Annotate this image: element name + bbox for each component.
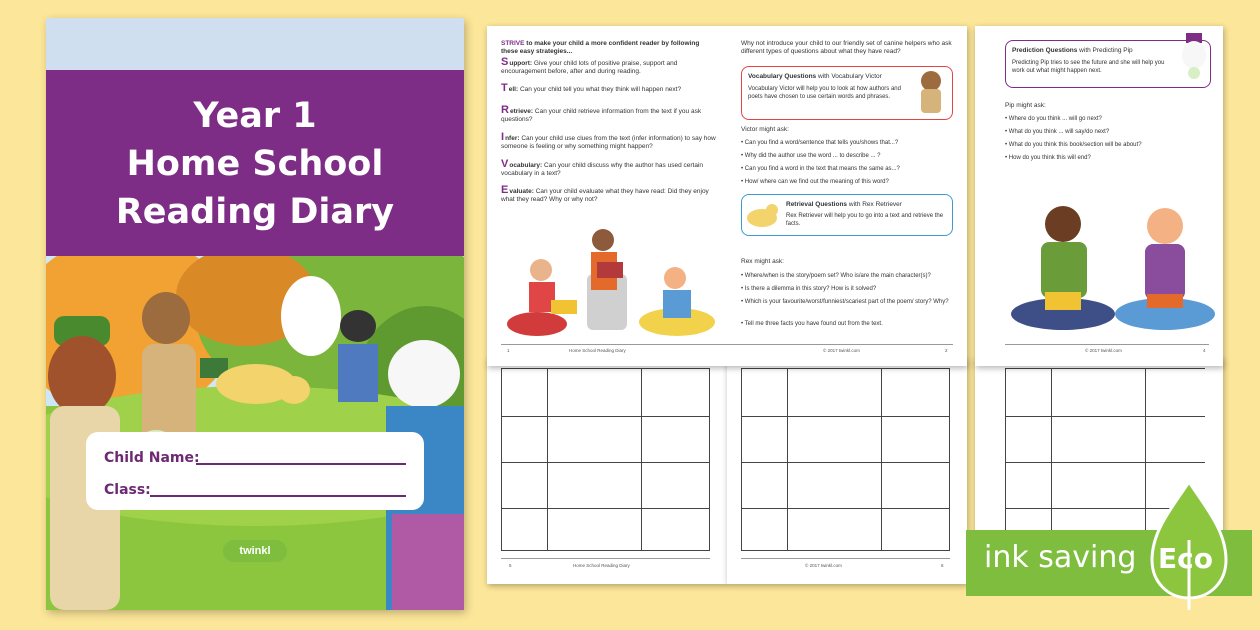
- victor-question-3: • Can you find a word in the text that means the same as...?: [741, 166, 900, 172]
- strategy-support: Support: Give your child lots of positive praise, support and encouragement before, after and during reading.: [501, 56, 678, 76]
- rex-ask: Rex might ask:: [741, 258, 784, 265]
- vocabulary-victor-icon: [914, 69, 948, 115]
- child-name-label: Child Name:: [104, 450, 200, 466]
- retrieval-rex-box: [741, 194, 953, 236]
- vocabulary-body: Vocabulary Victor will help you to look at how authors and poets have chosen to use certain words and phrases.: [748, 86, 901, 100]
- pip-question-1: • Where do you think ... will go next?: [1005, 116, 1102, 122]
- strategy-evaluate: Evaluate: Can your child evaluate what they have read: Did they enjoy what they read? Why or why not?: [501, 184, 709, 204]
- ink-saving-text: ink saving: [984, 540, 1137, 575]
- predicting-pip-box: [1005, 40, 1211, 88]
- rex-question-4: • Tell me three facts you have found out from the text.: [741, 321, 883, 327]
- strategy-vocabulary: Vocabulary: Can your child discuss why the author has used certain vocabulary in a text?: [501, 158, 703, 178]
- vocabulary-title: Vocabulary Questions with Vocabulary Victor: [748, 73, 882, 80]
- strive-intro: STRIVE to make your child a more confident reader by following these easy strategies...: [501, 40, 700, 56]
- pip-question-2: • What do you think ... will say/do next?: [1005, 129, 1110, 135]
- page-1-number: 1: [507, 348, 510, 353]
- retrieval-body: Rex Retriever will help you to go into a text and retrieve the facts.: [786, 213, 944, 227]
- child-name-field[interactable]: [196, 463, 406, 465]
- retrieval-title: Retrieval Questions with Rex Retriever: [786, 201, 902, 208]
- page-5-number: 5: [509, 563, 512, 568]
- page-1-footer-title: Home School Reading Diary: [569, 348, 626, 353]
- rex-question-1: • Where/when is the story/poem set? Who is/are the main character(s)?: [741, 273, 931, 279]
- strategy-infer: Infer: Can your child use clues from the text (infer information) to say how someone is feeling or why something might happen?: [501, 131, 716, 151]
- pip-ask: Pip might ask:: [1005, 102, 1046, 109]
- page-6: [727, 358, 967, 584]
- pip-question-4: • How do you think this will end?: [1005, 155, 1091, 161]
- victor-ask: Victor might ask:: [741, 126, 789, 133]
- prediction-title: Prediction Questions with Predicting Pip: [1012, 47, 1133, 54]
- page-5-footer-title: Home School Reading Diary: [573, 563, 630, 568]
- class-field[interactable]: [150, 495, 406, 497]
- rex-question-3: • Which is your favourite/worst/funniest/scariest part of the poem/ story? Why?: [741, 299, 949, 305]
- eco-label: Eco: [1158, 542, 1213, 575]
- page-6-number: 6: [941, 563, 944, 568]
- prediction-body: Predicting Pip tries to see the future and she will help you work out what might happen next.: [1012, 60, 1165, 74]
- children-sitting-illustration: [1005, 196, 1215, 336]
- title-line-3: Reading Diary: [115, 192, 395, 232]
- vocabulary-victor-box: [741, 66, 953, 120]
- class-label: Class:: [104, 482, 151, 498]
- title-line-2: Home School: [126, 144, 384, 184]
- page-5: [487, 358, 727, 584]
- page-6-copyright: © 2017 twinkl.com: [805, 563, 842, 568]
- rex-retriever-icon: [744, 198, 780, 232]
- victor-question-2: • Why did the author use the word ... to describe ... ?: [741, 153, 881, 159]
- page-2-copyright: © 2017 twinkl.com: [823, 348, 860, 353]
- strategy-tell: Tell: Can your child tell you what they think will happen next?: [501, 82, 682, 94]
- page-4-number: 4: [1203, 348, 1206, 353]
- rex-question-2: • Is there a dilemma in this story? How is it solved?: [741, 286, 877, 292]
- children-reading-illustration: [507, 226, 717, 338]
- pages-1-2-spread: [487, 26, 967, 366]
- name-box: [86, 432, 424, 510]
- page-4-copyright: © 2017 twinkl.com: [1085, 348, 1122, 353]
- pip-question-3: • What do you think this book/section will be about?: [1005, 142, 1142, 148]
- predicting-pip-icon: [1178, 31, 1210, 81]
- title-band: [46, 70, 464, 256]
- strategy-retrieve: Retrieve: Can your child retrieve information from the text if you ask questions?: [501, 104, 702, 124]
- page-2-number: 2: [945, 348, 948, 353]
- page-2-intro: Why not introduce your child to our friendly set of canine helpers who ask different types of questions about what they have read?: [741, 40, 952, 56]
- cover-page: [46, 18, 464, 610]
- page-4: [975, 26, 1223, 366]
- title-line-1: Year 1: [193, 96, 317, 136]
- twinkl-logo: twinkl: [223, 540, 287, 562]
- victor-question-4: • How/ where can we find out the meaning of this word?: [741, 179, 889, 185]
- victor-question-1: • Can you find a word/sentence that tells you/shows that...?: [741, 140, 899, 146]
